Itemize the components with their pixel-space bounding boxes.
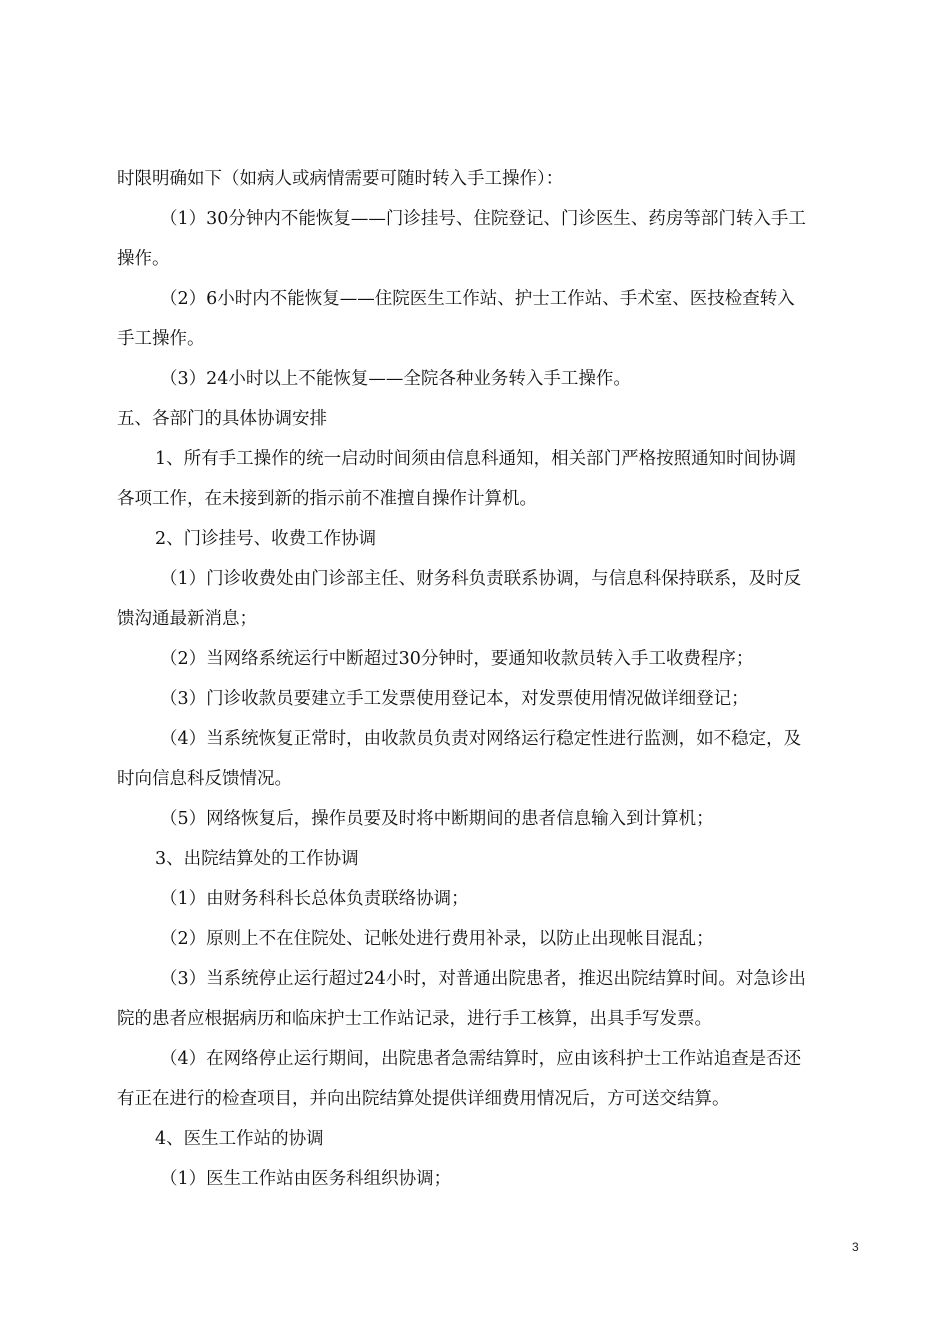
paragraph-line: （1）由财务科科长总体负责联络协调；: [160, 889, 469, 909]
paragraph-line: （2）原则上不在住院处、记帐处进行费用补录，以防止出现帐目混乱；: [160, 929, 714, 949]
section-heading: 五、各部门的具体协调安排: [117, 409, 327, 429]
paragraph-line: （5）网络恢复后，操作员要及时将中断期间的患者信息输入到计算机；: [160, 809, 714, 829]
paragraph-line: （3）门诊收款员要建立手工发票使用登记本，对发票使用情况做详细登记；: [160, 689, 749, 709]
paragraph-line: （4）当系统恢复正常时，由收款员负责对网络运行稳定性进行监测，如不稳定，及: [160, 729, 802, 749]
paragraph-line: 操作。: [117, 249, 170, 269]
paragraph-line: 院的患者应根据病历和临床护士工作站记录，进行手工核算，出具手写发票。: [117, 1009, 712, 1029]
paragraph-line: （1）30分钟内不能恢复——门诊挂号、住院登记、门诊医生、药房等部门转入手工: [160, 209, 806, 229]
paragraph-line: （1）医生工作站由医务科组织协调；: [160, 1169, 452, 1189]
paragraph-line: 馈沟通最新消息；: [117, 609, 257, 629]
paragraph-line: 时向信息科反馈情况。: [117, 769, 292, 789]
paragraph-line: 手工操作。: [117, 329, 205, 349]
subsection-heading: 2、门诊挂号、收费工作协调: [155, 529, 377, 549]
paragraph-line: （3）24小时以上不能恢复——全院各种业务转入手工操作。: [160, 369, 631, 389]
paragraph-line: （2）6小时内不能恢复——住院医生工作站、护士工作站、手术室、医技检查转入: [160, 289, 795, 309]
paragraph-line: （3）当系统停止运行超过24小时，对普通出院患者，推迟出院结算时间。对急诊出: [160, 969, 806, 989]
page-number: 3: [852, 1240, 859, 1254]
subsection-heading: 3、出院结算处的工作协调: [155, 849, 359, 869]
paragraph-line: 各项工作，在未接到新的指示前不准擅自操作计算机。: [117, 489, 537, 509]
subsection-heading: 4、医生工作站的协调: [155, 1129, 324, 1149]
paragraph-line: （1）门诊收费处由门诊部主任、财务科负责联系协调，与信息科保持联系，及时反: [160, 569, 802, 589]
paragraph-line: 1、所有手工操作的统一启动时间须由信息科通知，相关部门严格按照通知时间协调: [155, 449, 797, 469]
paragraph-line: 有正在进行的检查项目，并向出院结算处提供详细费用情况后，方可送交结算。: [117, 1089, 730, 1109]
paragraph-line: （2）当网络系统运行中断超过30分钟时，要通知收款员转入手工收费程序；: [160, 649, 754, 669]
paragraph-line: 时限明确如下（如病人或病情需要可随时转入手工操作）：: [117, 169, 564, 189]
paragraph-line: （4）在网络停止运行期间，出院患者急需结算时，应由该科护士工作站追查是否还: [160, 1049, 802, 1069]
